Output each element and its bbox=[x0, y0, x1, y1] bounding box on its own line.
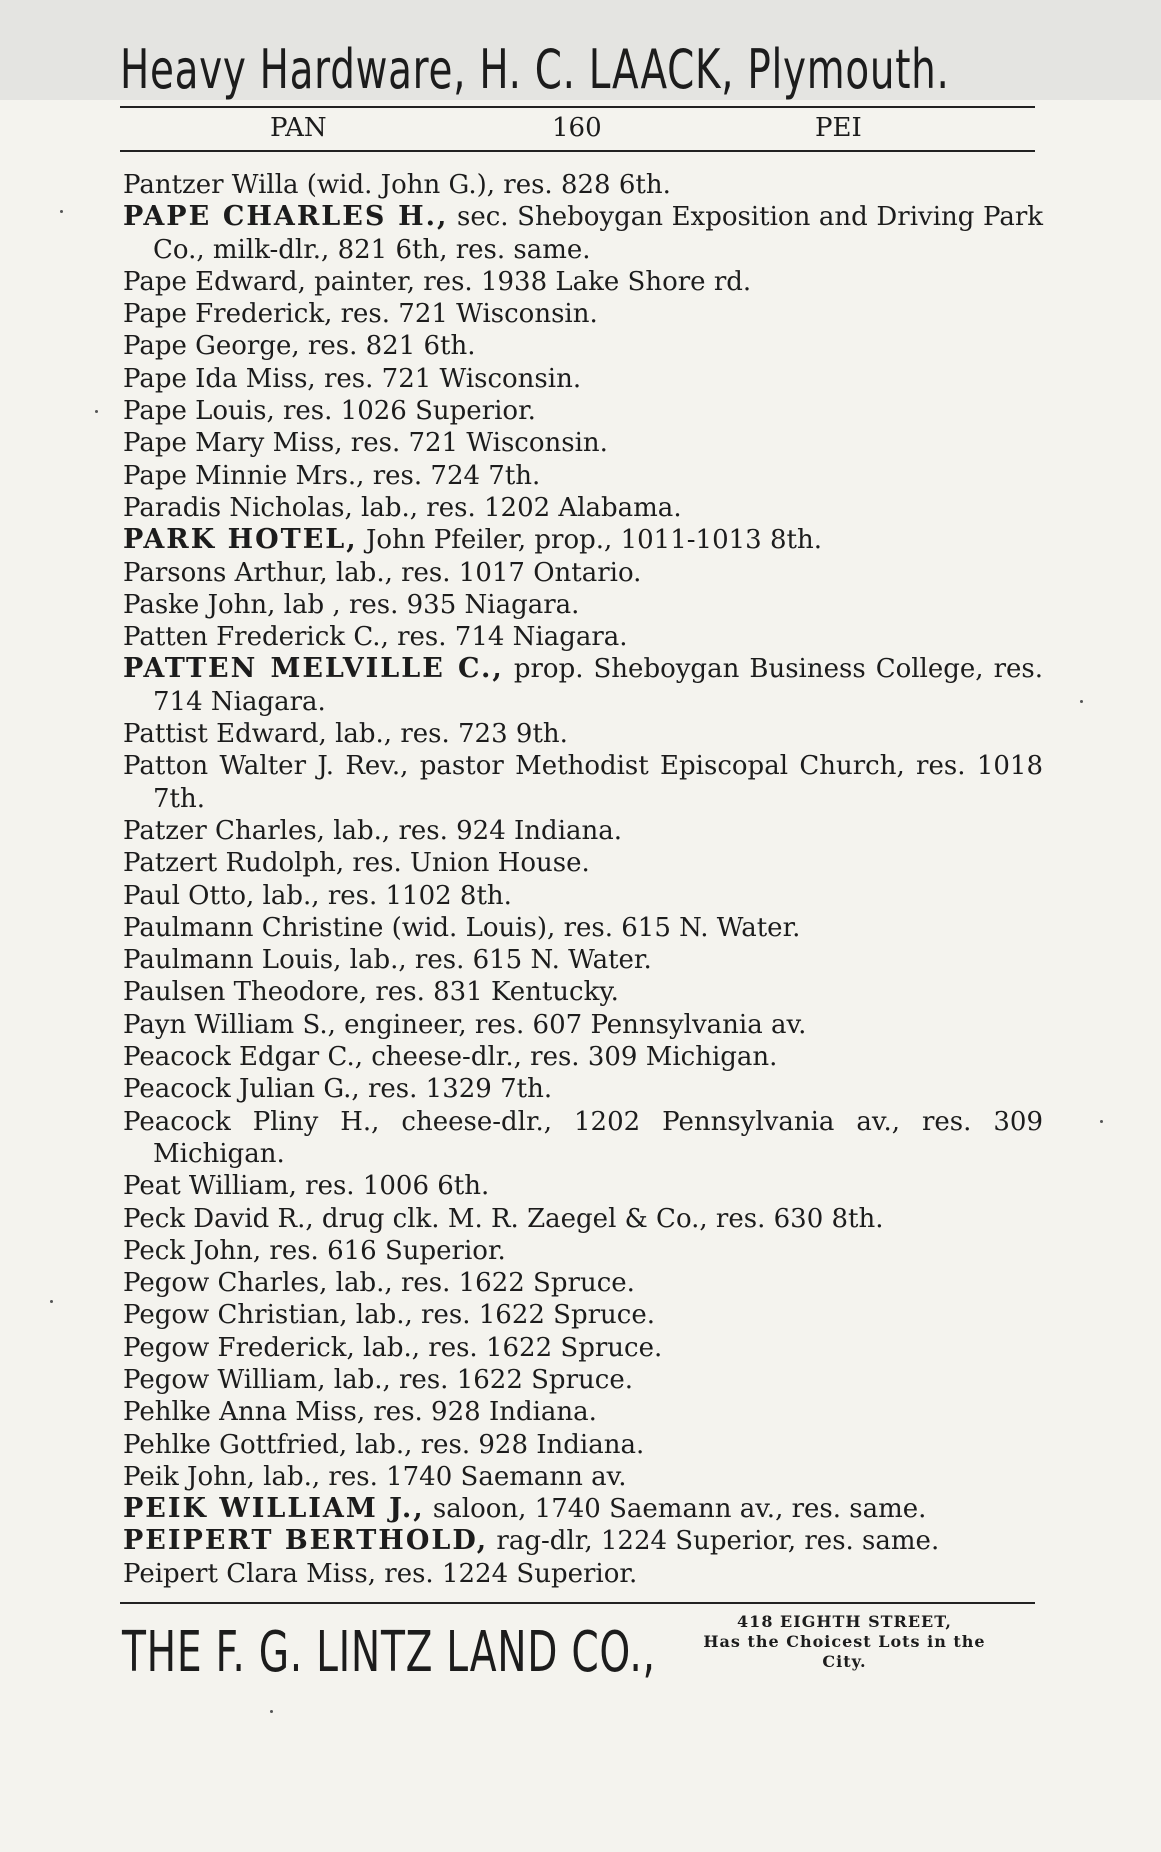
entry-details: res. 721 Wisconsin. bbox=[342, 428, 608, 459]
entry-name: Peik John, bbox=[123, 1461, 255, 1492]
entry-details: lab., res. 1622 Spruce. bbox=[327, 1268, 635, 1299]
directory-entry bbox=[123, 1041, 1043, 1073]
entry-name: Payn William S., bbox=[123, 1009, 336, 1040]
directory-entry bbox=[123, 1332, 1043, 1364]
entry-name: PATTEN MELVILLE C., bbox=[123, 653, 504, 685]
entry-details: res. 831 Kentucky. bbox=[367, 977, 619, 1008]
entry-name: Peacock Edgar C., bbox=[123, 1042, 363, 1073]
entry-details: lab., res. 615 N. Water. bbox=[341, 945, 652, 976]
directory-entry bbox=[123, 653, 1043, 718]
directory-entry bbox=[123, 169, 1043, 201]
directory-entry bbox=[123, 589, 1043, 621]
entry-name: Paulsen Theodore, bbox=[123, 977, 368, 1008]
directory-entries bbox=[123, 169, 1043, 1590]
directory-entry bbox=[123, 944, 1043, 976]
entry-details: res. 1224 Superior. bbox=[376, 1558, 638, 1589]
directory-entry bbox=[123, 1073, 1043, 1105]
entry-name: Pape Louis, bbox=[123, 396, 275, 427]
entry-details: lab., res. 1622 Spruce. bbox=[354, 1332, 663, 1363]
entry-details: lab., res. 924 Indiana. bbox=[324, 815, 623, 846]
footer-tagline-2: City. bbox=[822, 1652, 867, 1671]
entry-name: PEIPERT BERTHOLD, bbox=[123, 1525, 489, 1557]
entry-details: lab., res. 1102 8th. bbox=[254, 880, 512, 911]
ink-speck bbox=[95, 410, 98, 413]
entry-name: Paulmann Louis, bbox=[123, 945, 342, 976]
entry-details: res. 714 Niagara. bbox=[388, 622, 628, 653]
directory-entry bbox=[123, 1009, 1043, 1041]
running-head-left: PAN bbox=[270, 113, 327, 143]
directory-entry bbox=[123, 1170, 1043, 1202]
running-head-rule bbox=[120, 150, 1035, 152]
footer-tagline-1: Has the Choicest Lots in the bbox=[703, 1632, 986, 1651]
entry-details: res. Union House. bbox=[344, 848, 590, 879]
entry-name: Paske John, bbox=[123, 589, 276, 620]
ink-speck bbox=[270, 1710, 273, 1713]
entry-details: saloon, 1740 Saemann av., res. same. bbox=[424, 1494, 927, 1525]
entry-details: res. 616 Superior. bbox=[261, 1235, 506, 1266]
entry-details: res. 724 7th. bbox=[364, 460, 541, 491]
entry-details: John Pfeiler, prop., 1011-1013 8th. bbox=[357, 525, 822, 556]
entry-name: Pape George, bbox=[123, 331, 300, 362]
directory-entry bbox=[123, 815, 1043, 847]
ink-speck bbox=[1100, 1120, 1103, 1123]
entry-details: lab., res. 1740 Saemann av. bbox=[254, 1461, 627, 1492]
directory-entry bbox=[123, 330, 1043, 362]
header-rule bbox=[120, 106, 1035, 108]
entry-details: res. 821 6th. bbox=[299, 331, 476, 362]
directory-entry bbox=[123, 1267, 1043, 1299]
entry-name: Pegow Charles, bbox=[123, 1268, 328, 1299]
entry-name: Pehlke Anna Miss, bbox=[123, 1397, 366, 1428]
entry-details: (wid. Louis), res. 615 N. Water. bbox=[383, 912, 801, 943]
ink-speck bbox=[60, 210, 63, 213]
entry-name: Pegow Frederick, bbox=[123, 1332, 355, 1363]
entry-details: lab., res. 723 9th. bbox=[326, 719, 568, 750]
entry-name: Peck David R., bbox=[123, 1203, 314, 1234]
directory-entry bbox=[123, 266, 1043, 298]
page-number: 160 bbox=[552, 113, 602, 143]
directory-entry bbox=[123, 1429, 1043, 1461]
entry-details: lab., res. 1622 Spruce. bbox=[325, 1364, 633, 1395]
entry-name: Pape Edward, bbox=[123, 266, 306, 297]
directory-entry bbox=[123, 718, 1043, 750]
directory-entry bbox=[123, 1235, 1043, 1267]
entry-name: Pattist Edward, bbox=[123, 719, 327, 750]
entry-details: res. 1329 7th. bbox=[359, 1074, 553, 1105]
directory-entry bbox=[123, 1364, 1043, 1396]
entry-name: PEIK WILLIAM J., bbox=[123, 1493, 425, 1525]
ink-speck bbox=[1080, 700, 1083, 703]
entry-details: sec. Sheboygan Exposition and Driving Park Co., milk-dlr., 821 6th, res. same. bbox=[153, 202, 1044, 265]
entry-name: Pantzer Willa bbox=[123, 170, 299, 200]
running-head-right: PEI bbox=[815, 113, 862, 143]
footer-ad-copy bbox=[652, 1612, 1037, 1672]
entry-name: Pegow William, bbox=[123, 1364, 326, 1395]
footer-address: 418 EIGHTH STREET, bbox=[737, 1612, 952, 1631]
entry-details: painter, res. 1938 Lake Shore rd. bbox=[305, 266, 752, 297]
entry-details: drug clk. M. R. Zaegel & Co., res. 630 8th. bbox=[313, 1203, 884, 1234]
entry-name: Paul Otto, bbox=[123, 880, 255, 911]
directory-entry bbox=[123, 1558, 1043, 1590]
entry-details: pastor Methodist Episcopal Church, res. 1018 7th. bbox=[153, 751, 1043, 814]
entry-details: prop. Sheboygan Business College, res. 714 Niagara. bbox=[153, 654, 1044, 717]
directory-entry bbox=[123, 298, 1043, 330]
entry-name: Patzer Charles, bbox=[123, 815, 325, 846]
header-advertisement: Heavy Hardware, H. C. LAACK, Plymouth. bbox=[120, 38, 950, 101]
directory-entry bbox=[123, 912, 1043, 944]
directory-entry bbox=[123, 427, 1043, 459]
entry-details: res. 1006 6th. bbox=[296, 1171, 490, 1202]
entry-name: Pape Ida Miss, bbox=[123, 363, 316, 394]
directory-entry bbox=[123, 1525, 1043, 1557]
entry-details: engineer, res. 607 Pennsylvania av. bbox=[335, 1009, 807, 1040]
directory-entry bbox=[123, 363, 1043, 395]
entry-name: Paulmann Christine bbox=[123, 912, 384, 943]
entry-name: Patton Walter J. Rev., bbox=[123, 751, 409, 782]
entry-details: res. 721 Wisconsin. bbox=[315, 363, 582, 394]
entry-details: lab., res. 928 Indiana. bbox=[347, 1429, 645, 1460]
entry-name: Patten Frederick C., bbox=[123, 622, 389, 653]
footer-rule bbox=[120, 1602, 1035, 1604]
directory-entry bbox=[123, 1461, 1043, 1493]
directory-entry bbox=[123, 1396, 1043, 1428]
entry-name: Patzert Rudolph, bbox=[123, 848, 345, 879]
ink-speck bbox=[50, 1300, 53, 1303]
entry-details: lab , res. 935 Niagara. bbox=[275, 589, 580, 620]
entry-name: Paradis Nicholas, bbox=[123, 492, 353, 523]
entry-name: Peacock Julian G., bbox=[123, 1074, 360, 1105]
directory-entry bbox=[123, 880, 1043, 912]
entry-name: Peipert Clara Miss, bbox=[123, 1558, 376, 1589]
footer-advertiser: THE F. G. LINTZ LAND CO., bbox=[122, 1620, 656, 1685]
entry-name: Pape Frederick, bbox=[123, 299, 333, 330]
entry-name: PAPE CHARLES H., bbox=[123, 201, 449, 233]
directory-entry bbox=[123, 557, 1043, 589]
entry-details: res. 721 Wisconsin. bbox=[332, 299, 598, 330]
entry-details: lab., res. 1202 Alabama. bbox=[352, 492, 682, 523]
directory-entry bbox=[123, 1106, 1043, 1171]
entry-name: Peck John, bbox=[123, 1235, 262, 1266]
entry-details: res. 1026 Superior. bbox=[274, 396, 536, 427]
entry-name: Peat William, bbox=[123, 1171, 297, 1202]
entry-name: Pegow Christian, bbox=[123, 1300, 348, 1331]
directory-entry bbox=[123, 524, 1043, 556]
entry-name: Pape Mary Miss, bbox=[123, 428, 343, 459]
entry-name: Peacock Pliny H., bbox=[123, 1106, 380, 1137]
entry-details: (wid. John G.), res. 828 6th. bbox=[298, 170, 671, 200]
directory-entry bbox=[123, 201, 1043, 266]
entry-details: cheese-dlr., res. 309 Michigan. bbox=[362, 1042, 778, 1073]
directory-entry bbox=[123, 621, 1043, 653]
directory-entry bbox=[123, 492, 1043, 524]
entry-details: lab., res. 1017 Ontario. bbox=[327, 557, 642, 588]
entry-details: res. 928 Indiana. bbox=[365, 1397, 597, 1428]
entry-name: Parsons Arthur, bbox=[123, 557, 328, 588]
directory-entry bbox=[123, 750, 1043, 815]
directory-entry bbox=[123, 1493, 1043, 1525]
directory-entry bbox=[123, 976, 1043, 1008]
entry-details: lab., res. 1622 Spruce. bbox=[347, 1300, 656, 1331]
entry-details: cheese-dlr., 1202 Pennsylvania av., res. 309 Michigan. bbox=[153, 1106, 1043, 1169]
directory-entry bbox=[123, 395, 1043, 427]
entry-details: rag-dlr, 1224 Superior, res. same. bbox=[488, 1526, 940, 1557]
entry-name: Pehlke Gottfried, bbox=[123, 1429, 348, 1460]
directory-entry bbox=[123, 1299, 1043, 1331]
directory-entry bbox=[123, 1203, 1043, 1235]
entry-name: Pape Minnie Mrs., bbox=[123, 460, 365, 491]
running-head bbox=[120, 113, 1035, 149]
entry-name: PARK HOTEL, bbox=[123, 524, 358, 556]
directory-entry bbox=[123, 847, 1043, 879]
directory-entry bbox=[123, 460, 1043, 492]
